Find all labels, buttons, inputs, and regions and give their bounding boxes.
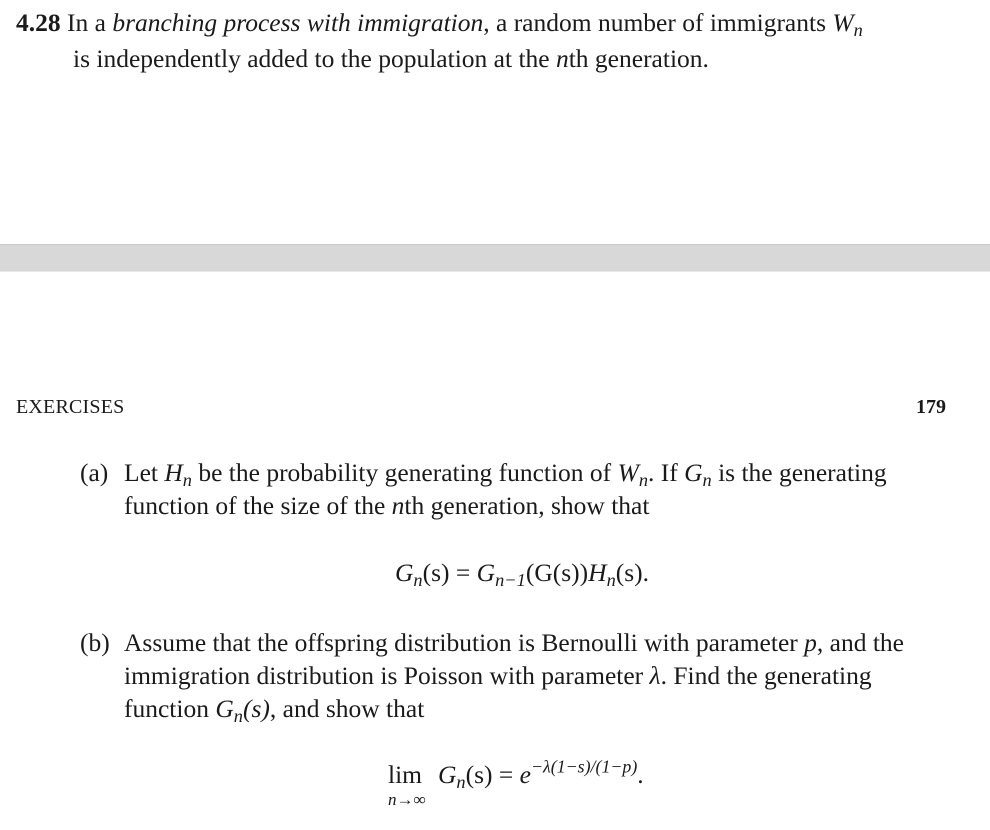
page-separator — [0, 244, 990, 272]
sub-n: n — [182, 470, 192, 491]
problem-number: 4.28 — [16, 8, 61, 37]
problem-line2-suffix: th generation. — [568, 44, 709, 73]
limit-subscript: n→∞ — [388, 790, 426, 809]
part-a-label: (a) — [80, 458, 109, 487]
var-H: H — [588, 558, 607, 587]
var-G: G — [438, 760, 457, 789]
text: function — [124, 694, 216, 723]
part-b-line-1 — [124, 626, 904, 660]
period: . — [637, 760, 644, 789]
sub-n: n — [702, 470, 712, 491]
running-header-section: EXERCISES — [16, 396, 125, 418]
var-W: W — [832, 8, 854, 37]
var-G: G — [215, 694, 234, 723]
limit-operator — [388, 760, 422, 790]
text: th generation, show that — [404, 491, 650, 520]
var-G: G — [476, 558, 496, 587]
text: function of the size of the — [124, 491, 392, 520]
var-n: n — [555, 44, 569, 73]
sub: n — [413, 570, 423, 591]
equation-b — [388, 756, 708, 820]
arg: (s). — [615, 558, 650, 587]
sub: n — [456, 772, 466, 793]
var-lambda: λ — [649, 661, 661, 690]
page-number: 179 — [916, 396, 946, 418]
arg: (s) = — [422, 558, 477, 587]
part-a-line-2 — [124, 489, 649, 523]
sub-n: n — [853, 20, 863, 41]
var-G: G — [684, 458, 703, 487]
var-n: n — [391, 491, 405, 520]
text: be the probability generating function of — [191, 458, 618, 487]
sub-n: n — [638, 470, 648, 491]
part-b-line-2 — [124, 659, 872, 693]
arg: (G(s)) — [525, 558, 589, 587]
part-a-line-1 — [124, 456, 887, 490]
limit-expression — [438, 756, 644, 793]
sub-n: n — [233, 706, 243, 727]
text: , and the — [816, 628, 904, 657]
text: . Find the generating — [660, 661, 872, 690]
text: is the generating — [711, 458, 887, 487]
sub: n−1 — [495, 570, 526, 591]
problem-line-2 — [73, 42, 709, 76]
lim: lim — [388, 760, 423, 789]
problem-intro-prefix: In a — [67, 8, 113, 37]
part-b-label: (b) — [80, 628, 110, 657]
var-H: H — [164, 458, 183, 487]
problem-line2-prefix: is independently added to the population at the — [73, 44, 556, 73]
part-b-line-3 — [124, 692, 424, 726]
text: . If — [648, 458, 685, 487]
sub: n — [606, 570, 616, 591]
arg: (s) — [242, 694, 270, 723]
var-W: W — [617, 458, 639, 487]
exponent: −λ(1−s)/(1−p) — [530, 756, 638, 777]
var-e: e — [519, 760, 531, 789]
var-p: p — [804, 628, 817, 657]
text: immigration distribution is Poisson with parameter — [124, 661, 650, 690]
text: , and show that — [269, 694, 425, 723]
text: Let — [124, 458, 165, 487]
text: Assume that the offspring distribution is Bernoulli with parameter — [124, 628, 805, 657]
problem-term: branching process with immigration — [112, 8, 484, 37]
arg: (s) = — [465, 760, 520, 789]
equation-a — [395, 558, 650, 591]
problem-intro-suffix: , a random number of immigrants — [483, 8, 833, 37]
problem-line-1 — [16, 6, 863, 40]
var-G: G — [395, 558, 414, 587]
